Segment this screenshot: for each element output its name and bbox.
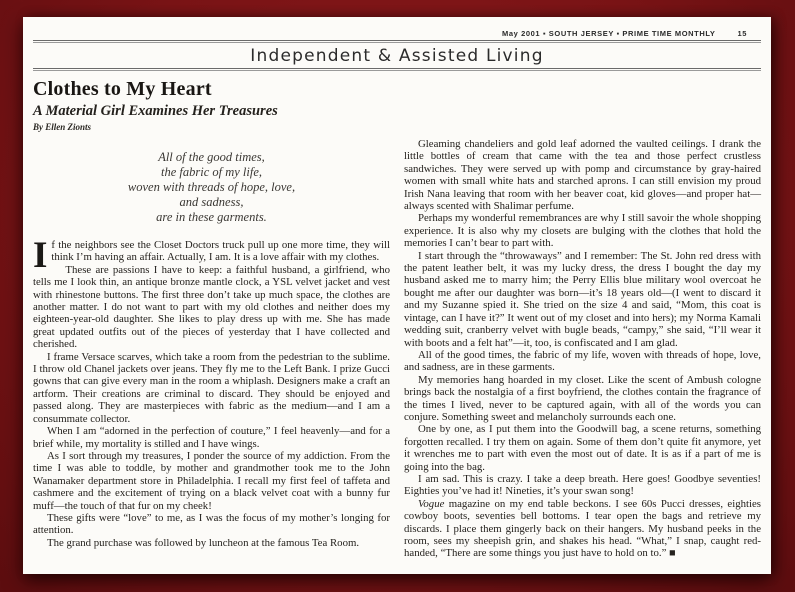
- pull-quote: [33, 150, 390, 225]
- paragraph: Vogue magazine on my end table beckons. I see 60s Pucci dresses, eighties cowboy boots, seventies bell bottoms. I tear open the bags and retrieve my discards. I place them gingerly back on their hangers. My husband peeks in the room, sees my sheepish grin, and shakes his head. “What,” I snap, caught red-handed, “There are some things you just have to hold on to.” ■: [404, 497, 761, 560]
- masthead: [33, 29, 761, 38]
- pull-quote-line: All of the good times,: [158, 150, 265, 164]
- left-column-paragraphs: [33, 235, 390, 549]
- paragraph: These gifts were “love” to me, as I was the focus of my mother’s longing for attention.: [33, 511, 390, 537]
- paragraph: All of the good times, the fabric of my life, woven with threads of hope, love, and sadness, are in these garments.: [404, 348, 761, 374]
- paragraph: One by one, as I put them into the Goodwill bag, a scene returns, something forgotten recalled. I try them on again. Some of them don’t quite fit anymore, yet it wrenches me to part with even the most out of date. It is as if a part of me is going into the bag.: [404, 423, 761, 473]
- article-subtitle: A Material Girl Examines Her Treasures: [33, 103, 278, 119]
- right-column: [404, 138, 761, 560]
- header-rule-bottom: [33, 68, 761, 71]
- paragraph: I frame Versace scarves, which take a room from the pedestrian to the sublime. I throw old Chanel jackets over jeans. They fly me to the Left Bank. I prize Gucci gowns that can give every man in the room a whiplash. Designers make a craft an artform. Their creations are criminal to discard. They should be enjoyed and passed along. They are masterpieces with fabric as the medium—and I am a consummate collector.: [33, 350, 390, 425]
- italic-lead-word: Vogue: [418, 497, 445, 510]
- paragraph: Gleaming chandeliers and gold leaf adorned the vaulted ceilings. I drank the little bottles of cream that came with the tea and those perfect crustless sandwiches. They were served up with pomp and circumstance by gray-haired women with small white hats and starched aprons. I can still envision my proud Irish Nana leaving that room with her beaver coat, kid gloves—and proper hat—always scented with Shalimar perfume.: [404, 138, 761, 213]
- pull-quote-line: and sadness,: [179, 195, 244, 209]
- magazine-page: [23, 17, 771, 574]
- pull-quote-line: the fabric of my life,: [160, 165, 263, 179]
- paragraph: These are passions I have to keep: a faithful husband, a girlfriend, who tells me I look thin, an antique bronze mantle clock, a YSL velvet jacket and vest with rhinestone buttons. The first three don’t take up much space, the clothes are another matter. I do not want to part with my old clothes and neither does my eighteen-year-old daughter. She likes to play dress up with me. She has made great updated outfits out of the pieces of yesterday that I have collected and cherished.: [33, 263, 390, 351]
- header-rule-top: [33, 40, 761, 43]
- paragraph: As I sort through my treasures, I ponder the source of my addiction. From the time I was able to toddle, by mother and grandmother took me to the John Wanamaker department store in Philadelphia. I recall my first feel of taffeta and cashmere and the excitement of trying on a black velvet coat with a bunny fur muff—the touch of that fur on my cheek!: [33, 449, 390, 512]
- article-body: [33, 138, 761, 560]
- section-title: Independent & Assisted Living: [250, 46, 544, 66]
- paragraph: I start through the “throwaways” and I remember: The St. John red dress with the patent leather belt, it was my lucky dress, the dress I bought the day my husband asked me to marry him; the Perry Ellis blue military wool overcoat he bought me after our daughter was born—it’s 18 years old—(I went to discard it and my Suzanne spied it. She tried on the size 4 and said, “Mom, this coat is vintage, can I have it?” It went out of my closet and into hers); my Norma Kamali wedding suit, cranberry velvet with bugle beads, “campy,” she said, “I’ll wear it with boots and a felt hat”—it, too, is confiscated and I am glad.: [404, 249, 761, 349]
- left-column: [33, 138, 390, 560]
- pull-quote-line: woven with threads of hope, love,: [127, 180, 296, 194]
- paragraph: I am sad. This is crazy. I take a deep breath. Here goes! Goodbye seventies! Eighties you’ve had it! Nineties, it’s your swan song!: [404, 472, 761, 498]
- paragraph: If the neighbors see the Closet Doctors truck pull up one more time, they will think I’m having an affair. Actually, I am. It is a love affair with my clothes.: [33, 235, 390, 276]
- pull-quote-line: are in these garments.: [156, 210, 267, 224]
- masthead-issue-line: May 2001 ▪ SOUTH JERSEY ▪ PRIME TIME MONTHLY: [502, 29, 716, 38]
- paragraph: The grand purchase was followed by luncheon at the famous Tea Room.: [47, 536, 360, 549]
- paragraph: My memories hang hoarded in my closet. Like the scent of Ambush cologne brings back the nostalgia of a first boyfriend, the clothes contain the fragrance of the times I lived, never to be captured again, with all of the words you can conjure. Something sweet and melancholy surrounds each one.: [404, 373, 761, 423]
- article-byline: By Ellen Zionts: [33, 122, 92, 132]
- drop-cap: I: [33, 235, 48, 276]
- masthead-page-number: 15: [737, 29, 747, 38]
- article-title: Clothes to My Heart: [33, 78, 212, 100]
- paragraph: When I am “adorned in the perfection of couture,” I feel heavenly—and for a brief while, my mortality is stilled and I have wings.: [33, 425, 390, 450]
- paragraph: Perhaps my wonderful remembrances are why I still savoir the whole shopping experience. It is also why my closets are bulging with the clothes that hold the memories I can’t bear to part with.: [404, 212, 761, 250]
